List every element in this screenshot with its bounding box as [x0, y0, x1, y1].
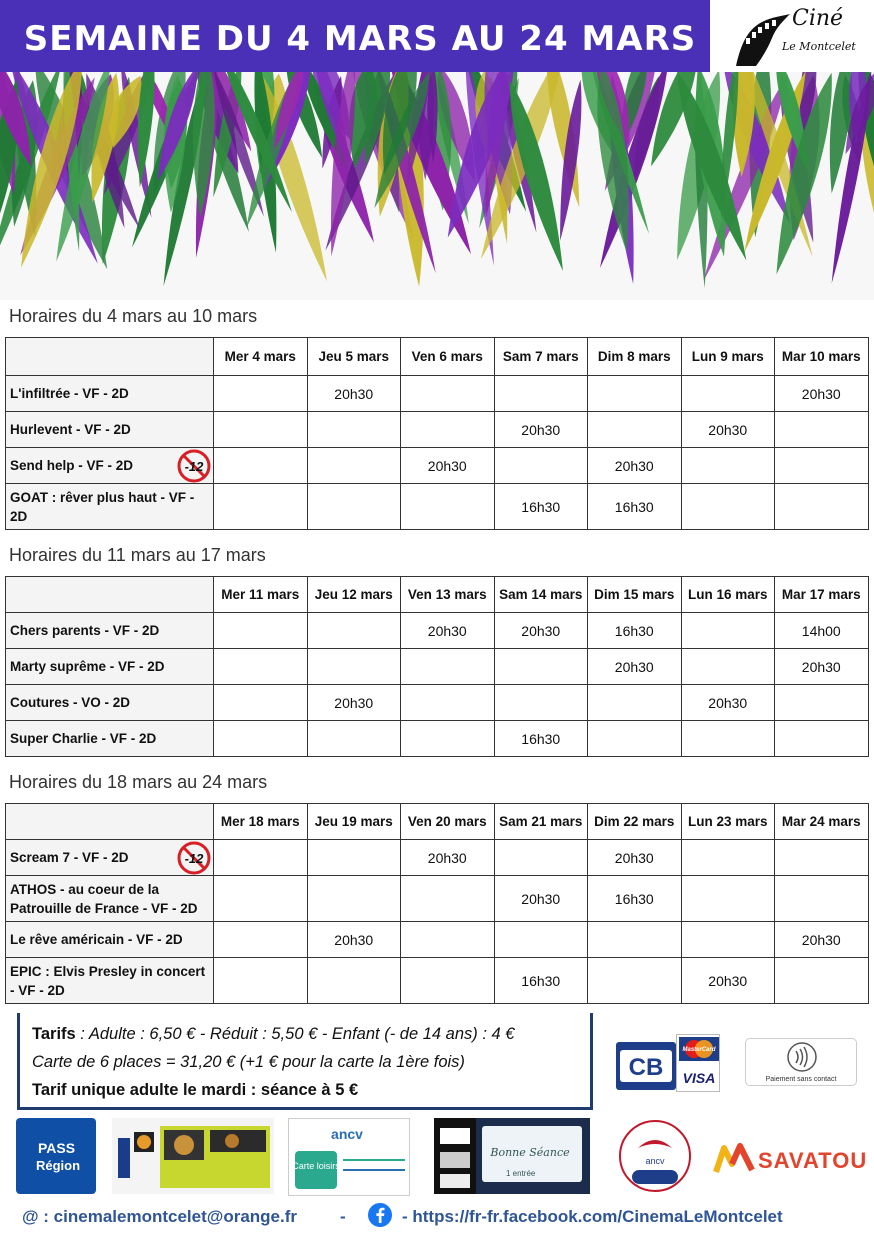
day-header: Mer 4 mars — [214, 338, 308, 376]
day-header: Dim 8 mars — [588, 338, 682, 376]
showtime-cell — [307, 484, 401, 530]
table-row — [6, 876, 869, 922]
day-header: Mer 18 mars — [214, 804, 308, 840]
showtime-cell: 20h30 — [401, 448, 495, 484]
header-corner — [6, 338, 214, 376]
film-title: Marty suprême - VF - 2D — [10, 659, 165, 674]
showtime-cell — [214, 840, 308, 876]
showtime-cell — [214, 376, 308, 412]
showtime-cell — [401, 484, 495, 530]
showtime-cell: 20h30 — [494, 412, 588, 448]
tarifs-prices: : Adulte : 6,50 € - Réduit : 5,50 € - Enfant (- de 14 ans) : 4 € — [75, 1025, 515, 1043]
showtime-cell — [775, 876, 869, 922]
facebook-icon[interactable] — [368, 1203, 392, 1227]
film-title: Super Charlie - VF - 2D — [10, 731, 157, 746]
mastercard-text: MasterCard — [682, 1047, 716, 1053]
table-row — [6, 613, 869, 649]
showtime-cell — [681, 376, 775, 412]
showtime-cell — [494, 922, 588, 958]
showtime-cell — [307, 958, 401, 1004]
showtime-cell — [681, 721, 775, 757]
schedule-table — [5, 576, 869, 757]
table-row — [6, 649, 869, 685]
showtime-cell: 16h30 — [588, 484, 682, 530]
showtime-cell: 20h30 — [775, 922, 869, 958]
showtime-cell — [588, 376, 682, 412]
showtime-cell: 20h30 — [588, 448, 682, 484]
age-restriction-text: -12 — [184, 458, 204, 474]
showtime-cell — [681, 922, 775, 958]
showtime-cell — [681, 840, 775, 876]
day-header: Mar 17 mars — [775, 577, 869, 613]
savatou-text: SAVATOU — [758, 1148, 868, 1173]
showtime-cell — [775, 721, 869, 757]
logo-cine-text: Ciné — [792, 6, 844, 31]
showtime-cell: 20h30 — [681, 412, 775, 448]
showtime-cell — [401, 876, 495, 922]
showtime-cell — [307, 649, 401, 685]
showtime-cell — [494, 840, 588, 876]
table-row — [6, 448, 869, 484]
showtime-cell — [775, 484, 869, 530]
header — [0, 0, 874, 72]
showtime-cell: 20h30 — [307, 922, 401, 958]
showtime-cell — [494, 448, 588, 484]
film-title-cell — [6, 685, 214, 721]
showtime-cell — [681, 649, 775, 685]
showtime-cell — [681, 613, 775, 649]
film-title-cell — [6, 613, 214, 649]
table-header-row — [6, 804, 869, 840]
page-title: SEMAINE DU 4 MARS AU 24 MARS — [23, 19, 697, 59]
showtime-cell — [214, 876, 308, 922]
film-title-cell — [6, 958, 214, 1004]
showtime-cell — [401, 922, 495, 958]
film-title-cell — [6, 649, 214, 685]
showtime-cell: 20h30 — [401, 613, 495, 649]
feathers-photo — [0, 72, 874, 300]
showtime-cell — [307, 613, 401, 649]
week-title: Horaires du 18 mars au 24 mars — [9, 772, 268, 792]
day-header: Dim 22 mars — [588, 804, 682, 840]
showtime-cell: 20h30 — [681, 958, 775, 1004]
showtime-cell — [214, 958, 308, 1004]
film-title: Coutures - VO - 2D — [10, 695, 131, 710]
table-header-row — [6, 338, 869, 376]
showtime-cell — [214, 649, 308, 685]
header-corner — [6, 577, 214, 613]
ancv-text: ancv — [331, 1126, 363, 1142]
day-header: Lun 16 mars — [681, 577, 775, 613]
showtime-cell — [588, 922, 682, 958]
showtime-cell — [307, 840, 401, 876]
film-title-cell — [6, 448, 214, 484]
pass-text: PASS — [38, 1140, 76, 1156]
showtime-cell — [775, 958, 869, 1004]
film-title: Chers parents - VF - 2D — [10, 623, 160, 638]
email-link[interactable]: @ : cinemalemontcelet@orange.fr — [22, 1207, 297, 1226]
day-header: Jeu 5 mars — [307, 338, 401, 376]
showtime-cell — [214, 685, 308, 721]
day-header: Sam 14 mars — [494, 577, 588, 613]
contactless-icon — [746, 1039, 858, 1075]
showtime-cell — [214, 613, 308, 649]
showtime-cell — [494, 649, 588, 685]
showtime-cell: 20h30 — [307, 376, 401, 412]
film-title-cell — [6, 922, 214, 958]
savatou-logo — [708, 1118, 868, 1194]
showtime-cell — [775, 685, 869, 721]
logo-place-text: Le Montcelet — [782, 40, 856, 53]
showtime-cell — [681, 876, 775, 922]
showtime-cell — [775, 412, 869, 448]
tarifs-line-1 — [32, 1020, 578, 1048]
showtime-cell — [401, 958, 495, 1004]
showtime-cell — [401, 685, 495, 721]
age-restriction-text: -12 — [184, 850, 204, 866]
film-strip-icon — [732, 8, 792, 68]
table-row — [6, 412, 869, 448]
bonne-seance-text: Bonne Séance — [490, 1146, 570, 1159]
tarifs-label: Tarifs — [32, 1025, 76, 1043]
showtime-cell — [307, 721, 401, 757]
showtime-cell: 16h30 — [494, 958, 588, 1004]
pass-region-logo — [16, 1118, 96, 1194]
day-header: Mer 11 mars — [214, 577, 308, 613]
day-header: Ven 6 mars — [401, 338, 495, 376]
showtime-cell — [494, 685, 588, 721]
showtime-cell: 16h30 — [494, 484, 588, 530]
showtime-cell — [775, 448, 869, 484]
showtime-cell: 16h30 — [588, 613, 682, 649]
film-title: Send help - VF - 2D — [10, 458, 134, 473]
table-row — [6, 685, 869, 721]
contactless-label: Paiement sans contact — [765, 1076, 837, 1083]
footer — [0, 1205, 874, 1231]
schedule-table — [5, 803, 869, 1004]
day-header: Dim 15 mars — [588, 577, 682, 613]
ancv-cheque-text: ancv — [645, 1156, 665, 1166]
age-restriction-icon — [177, 449, 211, 483]
showtime-cell: 20h30 — [401, 840, 495, 876]
day-header: Lun 23 mars — [681, 804, 775, 840]
showtime-cell: 20h30 — [588, 840, 682, 876]
showtime-cell — [588, 412, 682, 448]
showtime-cell — [681, 448, 775, 484]
day-header: Jeu 19 mars — [307, 804, 401, 840]
showtime-cell — [681, 484, 775, 530]
showtime-cell — [401, 649, 495, 685]
film-title: Le rêve américain - VF - 2D — [10, 932, 183, 947]
action-cinemas-logo — [112, 1118, 274, 1194]
week-title: Horaires du 11 mars au 17 mars — [9, 545, 266, 565]
showtime-cell — [214, 721, 308, 757]
visa-mastercard-logo — [676, 1034, 720, 1092]
showtime-cell: 20h30 — [494, 876, 588, 922]
showtime-cell — [401, 412, 495, 448]
showtime-cell — [401, 721, 495, 757]
day-header: Mar 24 mars — [775, 804, 869, 840]
table-row — [6, 721, 869, 757]
showtime-cell — [775, 840, 869, 876]
savatou-mark-icon — [712, 1140, 756, 1180]
day-header: Sam 21 mars — [494, 804, 588, 840]
film-title: GOAT : rêver plus haut - VF - 2D — [10, 489, 195, 524]
showtime-cell — [588, 958, 682, 1004]
showtime-cell — [307, 876, 401, 922]
showtime-cell — [401, 376, 495, 412]
schedule-table — [5, 337, 869, 530]
day-header: Jeu 12 mars — [307, 577, 401, 613]
table-row — [6, 958, 869, 1004]
facebook-link[interactable]: - https://fr-fr.facebook.com/CinemaLeMontcelet — [402, 1207, 783, 1226]
showtime-cell: 20h30 — [681, 685, 775, 721]
film-title: EPIC : Elvis Presley in concert - VF - 2D — [10, 963, 206, 998]
cb-logo-text: CB — [628, 1054, 664, 1081]
day-header: Mar 10 mars — [775, 338, 869, 376]
day-header: Sam 7 mars — [494, 338, 588, 376]
showtime-cell: 20h30 — [307, 685, 401, 721]
film-title-cell — [6, 840, 214, 876]
header-corner — [6, 804, 214, 840]
showtime-cell: 20h30 — [588, 649, 682, 685]
showtime-cell — [307, 412, 401, 448]
film-title-cell — [6, 876, 214, 922]
film-title: ATHOS - au coeur de la Patrouille de France - VF - 2D — [10, 881, 198, 916]
showtime-cell — [307, 448, 401, 484]
tarifs-line-3: Tarif unique adulte le mardi : séance à 5 € — [32, 1081, 359, 1099]
entree-text: 1 entrée — [506, 1169, 536, 1178]
table-row — [6, 922, 869, 958]
showtime-cell: 16h30 — [494, 721, 588, 757]
bonne-seance-logo — [434, 1118, 590, 1194]
visa-text: VISA — [682, 1070, 716, 1086]
region-text: Région — [36, 1158, 81, 1173]
carte-loisirs-text: Carte loisirs — [292, 1161, 340, 1171]
cb-card-logo — [616, 1042, 676, 1090]
contactless-payment-logo — [745, 1038, 857, 1086]
day-header: Lun 9 mars — [681, 338, 775, 376]
table-row — [6, 376, 869, 412]
table-row — [6, 484, 869, 530]
showtime-cell — [214, 448, 308, 484]
film-title: Scream 7 - VF - 2D — [10, 850, 129, 865]
film-title-cell — [6, 484, 214, 530]
footer-separator: - — [340, 1207, 346, 1226]
showtime-cell: 20h30 — [775, 376, 869, 412]
film-title: L'infiltrée - VF - 2D — [10, 386, 129, 401]
tarifs-line-2: Carte de 6 places = 31,20 € (+1 € pour la carte la 1ère fois) — [32, 1053, 465, 1071]
table-header-row — [6, 577, 869, 613]
film-title-cell — [6, 412, 214, 448]
ancv-cheque-vacances-logo — [618, 1118, 692, 1194]
day-header: Ven 13 mars — [401, 577, 495, 613]
showtime-cell — [588, 721, 682, 757]
age-restriction-icon — [177, 841, 211, 875]
tarifs-box — [17, 1013, 593, 1110]
showtime-cell: 16h30 — [588, 876, 682, 922]
film-title: Hurlevent - VF - 2D — [10, 422, 131, 437]
film-title-cell — [6, 721, 214, 757]
day-header: Ven 20 mars — [401, 804, 495, 840]
showtime-cell — [214, 412, 308, 448]
table-row — [6, 840, 869, 876]
week-title: Horaires du 4 mars au 10 mars — [9, 306, 258, 326]
showtime-cell: 20h30 — [494, 613, 588, 649]
ancv-carte-loisirs-logo — [288, 1118, 410, 1196]
showtime-cell — [494, 376, 588, 412]
showtime-cell: 14h00 — [775, 613, 869, 649]
showtime-cell — [588, 685, 682, 721]
showtime-cell — [214, 922, 308, 958]
showtime-cell — [214, 484, 308, 530]
cinema-logo — [712, 0, 874, 72]
showtime-cell: 20h30 — [775, 649, 869, 685]
film-title-cell — [6, 376, 214, 412]
